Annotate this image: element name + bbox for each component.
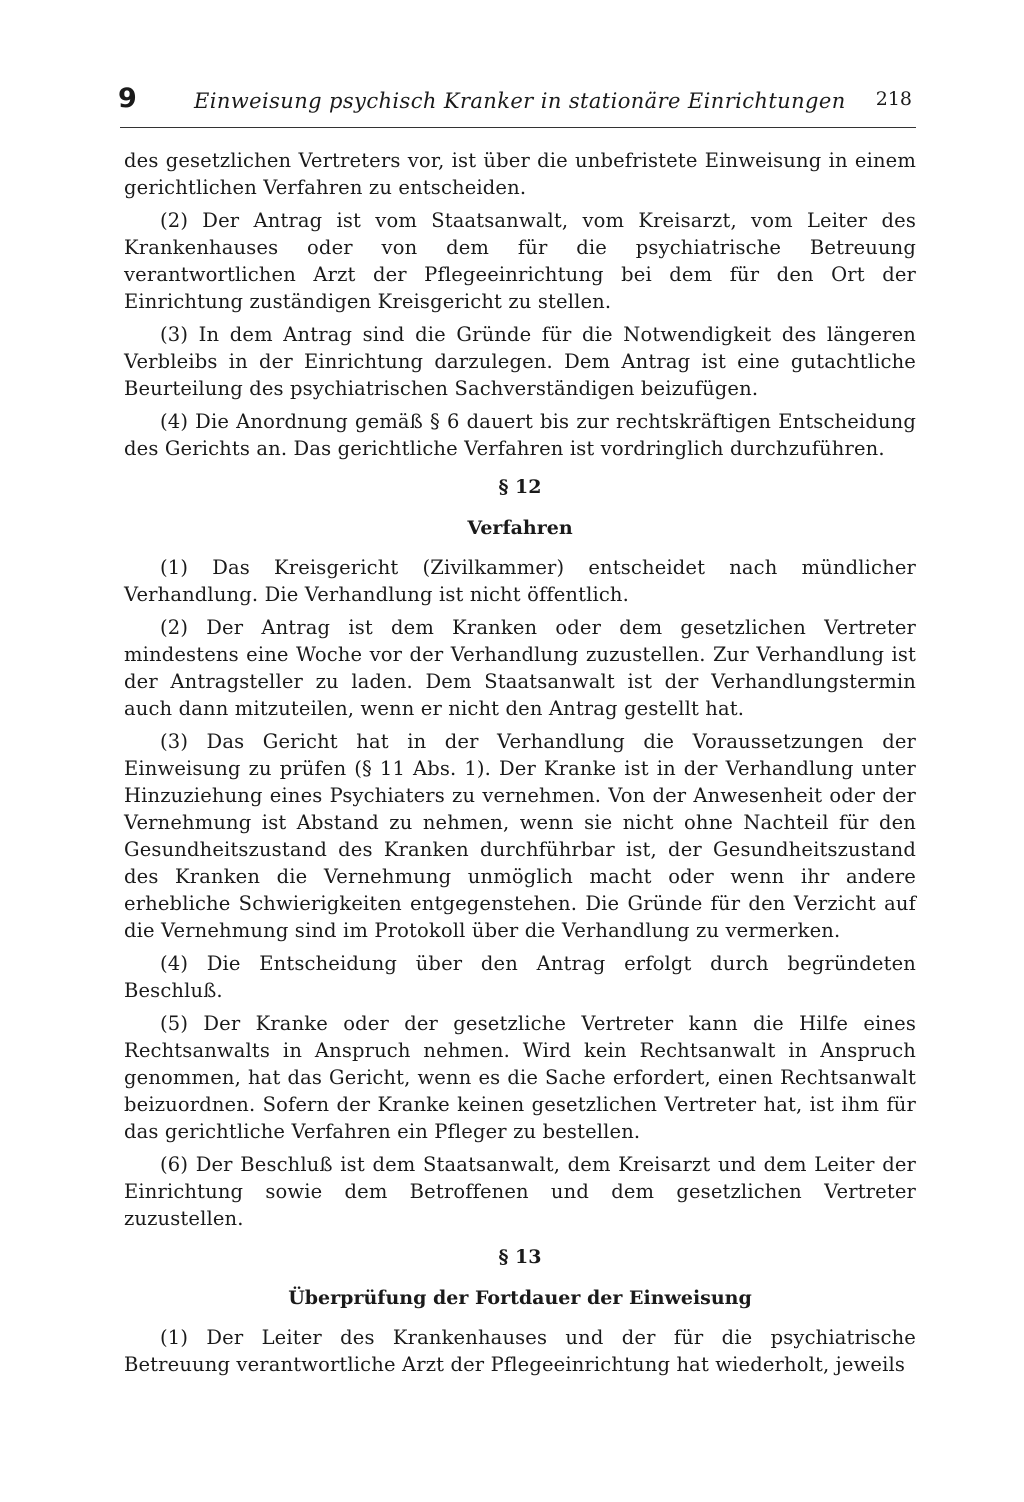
chapter-number: 9 <box>118 83 137 114</box>
paragraph-12-6: (6) Der Beschluß ist dem Staatsanwalt, dem Kreisarzt und dem Leiter der Einrichtung sowie dem Betroffenen und dem gesetzlichen Vertreter zuzustellen. <box>124 1153 916 1230</box>
section-13-number: § 13 <box>498 1246 542 1268</box>
paragraph-12-1: (1) Das Kreisgericht (Zivilkammer) entscheidet nach mündlicher Verhandlung. Die Verhandlung ist nicht öffentlich. <box>124 556 916 606</box>
paragraph-continued: des gesetzlichen Vertreters vor, ist über die unbefristete Einweisung in einem gerichtlichen Verfahren zu entscheiden. <box>124 149 916 199</box>
paragraph-11-4: (4) Die Anordnung gemäß § 6 dauert bis zur rechtskräftigen Entscheidung des Gerichts an. Das gerichtliche Verfahren ist vordringlich durchzuführen. <box>124 410 916 460</box>
page-number: 218 <box>875 88 912 110</box>
body-text <box>124 147 916 1378</box>
section-12-title: Verfahren <box>467 517 573 539</box>
paragraph-12-2: (2) Der Antrag ist dem Kranken oder dem gesetzlichen Vertreter mindestens eine Woche vor der Verhandlung zuzustellen. Zur Verhandlung ist der Antragsteller zu laden. Dem Staatsanwalt ist der Verhandlungstermin auch dann mitzuteilen, wenn er nicht den Antrag gestellt hat. <box>124 616 916 720</box>
running-header <box>118 84 918 120</box>
paragraph-11-3: (3) In dem Antrag sind die Gründe für die Notwendigkeit des längeren Verbleibs in der Einrichtung darzulegen. Dem Antrag ist eine gutachtliche Beurteilung des psychiatrischen Sachverständigen beizufügen. <box>124 323 916 400</box>
header-rule <box>120 127 916 128</box>
paragraph-12-3: (3) Das Gericht hat in der Verhandlung die Voraussetzungen der Einweisung zu prüfen (§ 11 Abs. 1). Der Kranke ist in der Verhandlung unter Hinzuziehung eines Psychiaters zu vernehmen. Von der Anwesenheit oder der Vernehmung ist Abstand zu nehmen, wenn sie nicht ohne Nachteil für den Gesundheitszustand des Kranken durchführbar ist, der Gesundheitszustand des Kranken die Vernehmung unmöglich macht oder wenn ihr andere erhebliche Schwierigkeiten entgegenstehen. Die Gründe für den Verzicht auf die Vernehmung sind im Protokoll über die Verhandlung zu vermerken. <box>124 730 916 942</box>
paragraph-12-5: (5) Der Kranke oder der gesetzliche Vertreter kann die Hilfe eines Rechtsanwalts in Anspruch nehmen. Wird kein Rechtsanwalt in Anspruch genommen, hat das Gericht, wenn es die Sache erfordert, einen Rechtsanwalt beizuordnen. Sofern der Kranke keinen gesetzlichen Vertreter hat, ist ihm für das gerichtliche Verfahren ein Pfleger zu bestellen. <box>124 1012 916 1143</box>
section-12-number: § 12 <box>498 476 542 498</box>
paragraph-11-2: (2) Der Antrag ist vom Staatsanwalt, vom Kreisarzt, vom Leiter des Krankenhauses oder von dem für die psychiatrische Betreuung verantwortlichen Arzt der Pflegeeinrichtung bei dem für den Ort der Einrichtung zuständigen Kreisgericht zu stellen. <box>124 209 916 313</box>
paragraph-13-1: (1) Der Leiter des Krankenhauses und der für die psychiatrische Betreuung verantwortliche Arzt der Pflegeeinrichtung hat wiederholt, jeweils <box>124 1326 916 1376</box>
paragraph-12-4: (4) Die Entscheidung über den Antrag erfolgt durch begründeten Beschluß. <box>124 952 916 1002</box>
section-13-title: Überprüfung der Fortdauer der Einweisung <box>288 1287 752 1309</box>
running-title: Einweisung psychisch Kranker in stationäre Einrichtungen <box>194 89 846 113</box>
